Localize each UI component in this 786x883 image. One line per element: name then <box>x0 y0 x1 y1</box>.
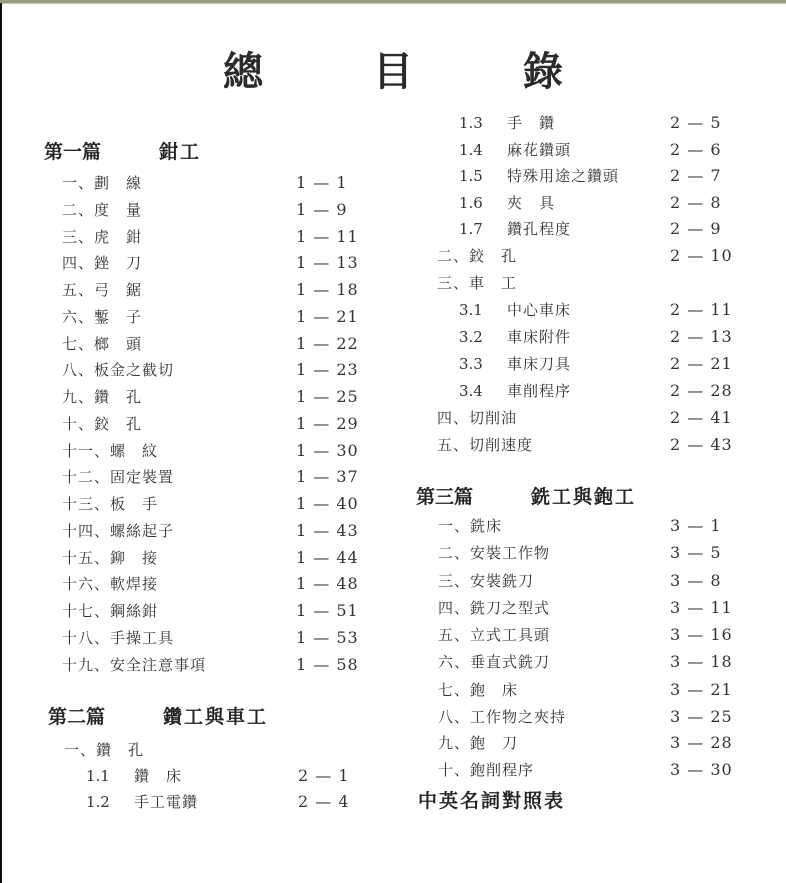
glossary-heading: 中英名詞對照表 <box>418 790 566 812</box>
entry-title: 七、鉋 床 <box>438 681 519 699</box>
toc-entry[interactable] <box>62 226 366 248</box>
toc-entry[interactable] <box>438 706 740 728</box>
entry-title: 九、鉋 刀 <box>438 734 519 752</box>
entry-page-number: 3 — 8 <box>670 571 722 590</box>
toc-entry[interactable] <box>62 252 366 274</box>
toc-entry[interactable] <box>437 112 740 134</box>
entry-page-number: 1 — 30 <box>296 440 359 460</box>
entry-title: 手工電鑽 <box>134 793 199 811</box>
toc-entry[interactable] <box>62 520 366 542</box>
entry-title: 車床刀具 <box>507 355 572 373</box>
entry-title: 六、鏨 子 <box>62 307 143 326</box>
entry-number: 1.3 <box>459 114 483 132</box>
toc-entry[interactable] <box>438 651 740 673</box>
toc-entry[interactable] <box>437 192 740 214</box>
entry-number: 3.3 <box>459 355 483 373</box>
toc-entry[interactable] <box>437 434 740 456</box>
entry-number: 3.1 <box>459 301 483 319</box>
toc-entry[interactable] <box>62 413 366 435</box>
toc-entry[interactable] <box>438 515 740 537</box>
entry-page-number: 3 — 30 <box>670 760 733 779</box>
toc-entry[interactable] <box>437 353 740 375</box>
entry-page-number: 1 — 18 <box>296 280 359 299</box>
toc-entry[interactable] <box>62 493 366 515</box>
part-name: 銑工與鉋工 <box>531 486 637 508</box>
entry-page-number: 2 — 41 <box>670 408 733 427</box>
entry-page-number: 3 — 16 <box>670 625 733 644</box>
entry-page-number: 1 — 51 <box>296 601 359 620</box>
entry-page-number: 2 — 7 <box>670 166 722 185</box>
entry-page-number: 2 — 9 <box>670 219 722 238</box>
entry-title: 三、車 工 <box>437 274 518 292</box>
part-name: 鉗工 <box>159 141 202 163</box>
toc-entry[interactable] <box>62 573 366 595</box>
entry-title: 夾 具 <box>507 194 556 212</box>
entry-title: 十、鉋削程序 <box>438 761 535 779</box>
entry-title: 麻花鑽頭 <box>507 141 572 159</box>
toc-entry[interactable] <box>62 466 366 488</box>
toc-entry[interactable] <box>437 272 740 294</box>
entry-title: 鑽孔程度 <box>507 220 572 238</box>
entry-title: 車床附件 <box>507 328 572 346</box>
entry-number: 1.4 <box>459 141 483 159</box>
entry-title: 二、鉸 孔 <box>437 247 518 265</box>
entry-title: 十、鉸 孔 <box>62 414 143 433</box>
part-number: 第三篇 <box>416 486 474 508</box>
entry-page-number: 1 — 58 <box>296 654 359 674</box>
entry-title: 中心車床 <box>507 301 572 319</box>
toc-entry[interactable] <box>437 245 740 267</box>
part-number: 第一篇 <box>44 141 102 163</box>
part-name: 鑽工與車工 <box>163 706 269 728</box>
entry-page-number: 2 — 21 <box>670 354 733 373</box>
entry-page-number: 1 — 21 <box>296 306 359 326</box>
toc-entry[interactable] <box>438 624 740 646</box>
entry-page-number: 2 — 1 <box>298 766 350 785</box>
entry-page-number: 2 — 6 <box>670 140 722 159</box>
entry-title: 四、銑刀之型式 <box>438 599 551 617</box>
entry-number: 1.6 <box>459 194 483 212</box>
toc-entry[interactable] <box>62 440 366 462</box>
entry-title: 鑽 床 <box>134 767 183 785</box>
entry-page-number: 2 — 43 <box>670 435 733 454</box>
toc-entry[interactable] <box>62 279 366 301</box>
entry-page-number: 3 — 28 <box>670 733 733 752</box>
entry-page-number: 1 — 40 <box>296 494 359 513</box>
toc-entry[interactable] <box>64 765 368 787</box>
entry-title: 十三、板 手 <box>62 495 159 513</box>
entry-number: 1.1 <box>86 767 110 785</box>
toc-entry[interactable] <box>437 407 740 429</box>
entry-title: 八、工作物之夾持 <box>438 708 567 726</box>
toc-entry[interactable] <box>438 679 740 701</box>
toc-entry[interactable] <box>62 627 366 649</box>
entry-page-number: 1 — 48 <box>296 574 359 594</box>
toc-entry[interactable] <box>62 172 366 194</box>
toc-entry[interactable] <box>438 542 740 564</box>
part-3-heading <box>416 482 636 509</box>
entry-page-number: 3 — 1 <box>670 516 722 535</box>
toc-entry[interactable] <box>438 597 740 619</box>
entry-page-number: 1 — 25 <box>296 387 359 406</box>
entry-title: 車削程序 <box>507 382 572 400</box>
entry-title: 十四、螺絲起子 <box>62 521 175 540</box>
entry-page-number: 2 — 28 <box>670 381 733 400</box>
toc-entry[interactable] <box>62 333 366 355</box>
entry-page-number: 2 — 11 <box>670 300 733 319</box>
toc-entry[interactable] <box>62 600 366 622</box>
entry-page-number: 1 — 37 <box>296 467 359 487</box>
entry-page-number: 3 — 5 <box>670 543 722 562</box>
entry-title: 六、垂直式銑刀 <box>438 653 551 671</box>
entry-page-number: 1 — 13 <box>296 253 359 273</box>
toc-entry[interactable] <box>438 570 740 592</box>
entry-title: 一、鑽 孔 <box>64 741 145 759</box>
entry-title: 十一、螺 紋 <box>62 441 159 460</box>
entry-title: 五、切削速度 <box>437 436 534 454</box>
toc-entry[interactable] <box>437 139 740 161</box>
entry-page-number: 2 — 8 <box>670 193 722 212</box>
entry-title: 四、銼 刀 <box>62 254 143 273</box>
entry-page-number: 1 — 29 <box>296 413 359 433</box>
toc-entry[interactable] <box>438 732 740 754</box>
entry-title: 三、安裝銑刀 <box>438 572 535 590</box>
entry-page-number: 1 — 1 <box>296 173 348 192</box>
part-number: 第二篇 <box>48 706 106 728</box>
entry-title: 二、度 量 <box>62 200 143 219</box>
part-2-heading <box>48 702 268 729</box>
entry-title: 五、立式工具頭 <box>438 626 551 644</box>
toc-entry[interactable] <box>437 165 740 187</box>
entry-title: 十八、手操工具 <box>62 628 175 647</box>
entry-page-number: 1 — 23 <box>296 360 359 380</box>
entry-title: 二、安裝工作物 <box>438 544 551 562</box>
toc-entry[interactable] <box>437 218 740 240</box>
entry-title: 十六、軟焊接 <box>62 575 159 594</box>
entry-page-number: 1 — 9 <box>296 199 348 219</box>
entry-title: 一、劃 線 <box>62 174 143 192</box>
entry-title: 十七、鋼絲鉗 <box>62 602 159 620</box>
entry-title: 十九、安全注意事項 <box>62 655 207 674</box>
entry-title: 五、弓 鋸 <box>62 281 143 299</box>
entry-page-number: 3 — 25 <box>670 707 733 726</box>
entry-title: 七、榔 頭 <box>62 334 143 353</box>
part-1-heading <box>44 137 201 164</box>
toc-entry[interactable] <box>64 739 368 761</box>
entry-title: 八、板金之截切 <box>62 361 175 380</box>
entry-number: 1.7 <box>459 220 483 238</box>
toc-entry[interactable] <box>437 380 740 402</box>
entry-title: 四、切削油 <box>437 409 518 427</box>
entry-page-number: 3 — 21 <box>670 680 733 699</box>
toc-entry[interactable] <box>62 654 366 676</box>
entry-number: 1.2 <box>86 793 110 811</box>
entry-page-number: 1 — 11 <box>296 226 359 246</box>
entry-page-number: 2 — 4 <box>298 792 350 811</box>
entry-title: 三、虎 鉗 <box>62 227 143 246</box>
toc-entry[interactable] <box>62 386 366 408</box>
entry-title: 手 鑽 <box>507 114 556 132</box>
toc-entry[interactable] <box>62 547 366 569</box>
entry-number: 1.5 <box>459 167 483 185</box>
toc-entry[interactable] <box>62 306 366 328</box>
entry-page-number: 2 — 10 <box>670 246 733 265</box>
entry-page-number: 1 — 22 <box>296 333 359 353</box>
entry-title: 十五、鉚 接 <box>62 548 159 567</box>
page-title: 總 目 錄 <box>223 49 611 95</box>
toc-entry[interactable] <box>437 326 740 348</box>
toc-entry[interactable] <box>62 359 366 381</box>
entry-title: 十二、固定裝置 <box>62 468 175 487</box>
toc-entry[interactable] <box>64 791 368 813</box>
entry-page-number: 1 — 44 <box>296 547 359 567</box>
entry-title: 一、銑床 <box>438 517 503 535</box>
entry-page-number: 1 — 43 <box>296 520 359 540</box>
entry-page-number: 2 — 5 <box>670 113 722 132</box>
entry-title: 特殊用途之鑽頭 <box>507 167 620 185</box>
entry-number: 3.4 <box>459 382 483 400</box>
entry-page-number: 3 — 18 <box>670 652 733 671</box>
toc-entry[interactable] <box>438 759 740 781</box>
entry-number: 3.2 <box>459 328 483 346</box>
toc-entry[interactable] <box>62 199 366 221</box>
toc-entry[interactable] <box>437 299 740 321</box>
entry-page-number: 1 — 53 <box>296 627 359 647</box>
entry-page-number: 2 — 13 <box>670 327 733 346</box>
entry-page-number: 3 — 11 <box>670 598 733 617</box>
entry-title: 九、鑽 孔 <box>62 388 143 406</box>
